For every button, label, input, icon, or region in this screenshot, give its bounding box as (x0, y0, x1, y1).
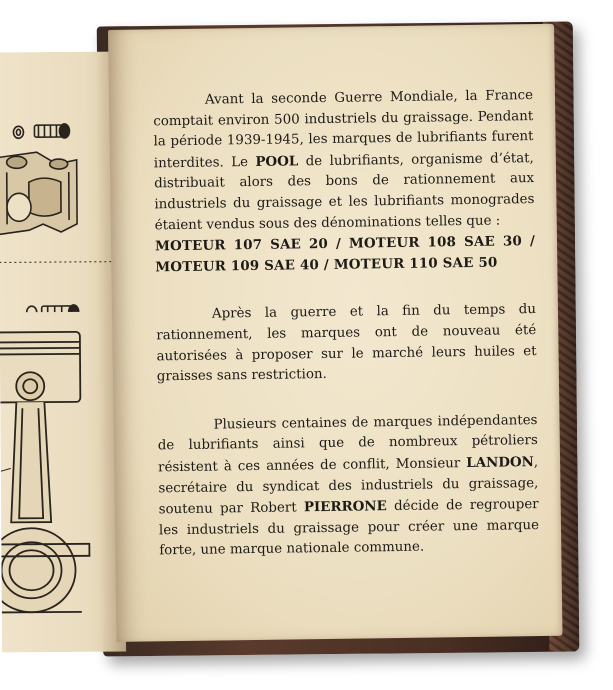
paragraph-2: Après la guerre et la fin du temps du rationnement, les marques ont de nouveau été autorisées à proposer sur le marché leurs huiles et graisses sans restriction. (156, 302, 537, 385)
landon-name: LANDON (466, 454, 534, 471)
pool-keyword: POOL (255, 153, 299, 170)
left-page (0, 52, 126, 653)
paragraph-3 (157, 411, 539, 562)
paragraph-3-text-b: , secrétaire du syndicat des industriels du graissage, soutenu par Robert (158, 454, 539, 518)
pierrone-name: PIERRONE (303, 498, 387, 516)
models-line-1: MOTEUR 107 SAE 20 / MOTEUR 108 SAE 30 / (154, 233, 536, 255)
paragraph-1-text-b: de lubrifiants, organisme d’état, distribuait alors des bons de rationnement aux industriels du graissage et les lubrifiants monogrades étaient vendus sous des dénominations telles que : (154, 150, 535, 233)
models-line-2: MOTEUR 109 SAE 40 / MOTEUR 110 SAE 50 (155, 254, 498, 276)
paragraph-3-text-a: Plusieurs centaines de marques indépendantes de lubrifiants ainsi que de nombreux pétroliers résistent à ces années de conflit, Monsieur (157, 412, 538, 476)
page-text (153, 86, 540, 562)
paragraph-1-text-a: Avant la seconde Guerre Mondiale, la France comptait environ 500 industriels du graissage. Pendant la période 1939-1945, les marques de lubrifiants furent interdites. Le (153, 88, 534, 172)
paragraph-1 (153, 86, 535, 236)
paragraph-3-text-c: décide de regrouper les industriels du graissage pour créer une marque forte, une marque nationale commune. (158, 497, 540, 559)
right-page (108, 24, 563, 642)
